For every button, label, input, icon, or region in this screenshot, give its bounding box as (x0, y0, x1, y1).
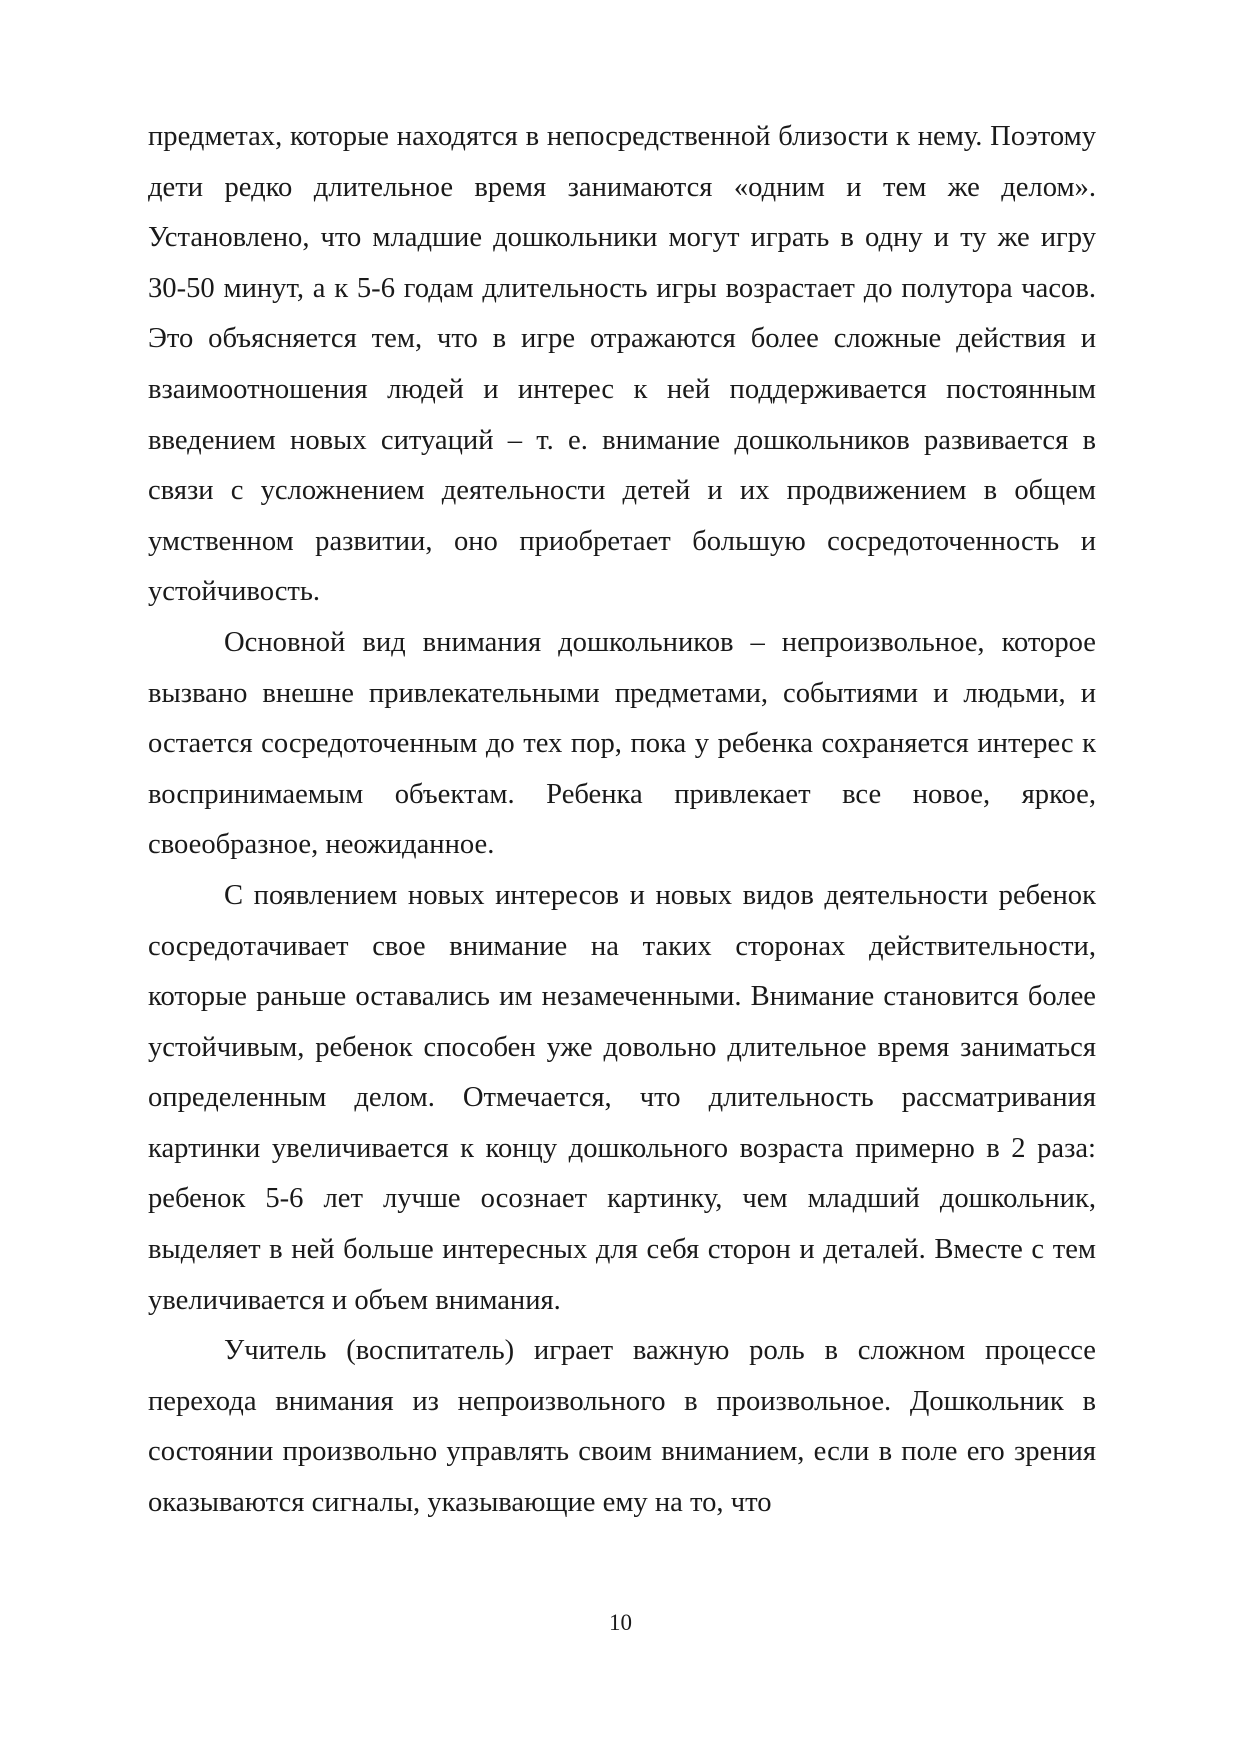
paragraph-main-attention-type: Основной вид внимания дошкольников – непроизвольное, которое вызвано внешне привлекательными предметами, событиями и людьми, и остается сосредоточенным до тех пор, пока у ребенка сохраняется интерес к воспринимаемым объектам. Ребенка привлекает все новое, яркое, своеобразное, неожиданное. (148, 626, 1096, 861)
paragraph-new-interests: С появлением новых интересов и новых видов деятельности ребенок сосредотачивает свое внимание на таких сторонах действительности, которые раньше оставались им незамеченными. Внимание становится более устойчивым, ребенок способен уже довольно длительное время заниматься определенным делом. Отмечается, что длительность рассматривания картинки увеличивается к концу дошкольного возраста примерно в 2 раза: ребенок 5-6 лет лучше осознает картинку, чем младший дошкольник, выделяет в ней больше интересных для себя сторон и деталей. Вместе с тем увеличивается и объем внимания. (148, 879, 1096, 1316)
page-number: 10 (609, 1610, 632, 1635)
paragraph-continued: предметах, которые находятся в непосредственной близости к нему. Поэтому дети редко длительное время занимаются «одним и тем же делом». Установлено, что младшие дошкольники могут играть в одну и ту же игру 30-50 минут, а к 5-6 годам длительность игры возрастает до полутора часов. Это объясняется тем, что в игре отражаются более сложные действия и взаимоотношения людей и интерес к ней поддерживается постоянным введением новых ситуаций – т. е. внимание дошкольников развивается в связи с усложнением деятельности детей и их продвижением в общем умственном развитии, оно приобретает большую сосредоточенность и устойчивость. (148, 121, 1096, 608)
paragraph-teacher-role: Учитель (воспитатель) играет важную роль в сложном процессе перехода внимания из непроизвольного в произвольное. Дошкольник в состоянии произвольно управлять своим вниманием, если в поле его зрения оказываются сигналы, указывающие ему на то, что (148, 1335, 1096, 1519)
page-body (148, 112, 1096, 1529)
